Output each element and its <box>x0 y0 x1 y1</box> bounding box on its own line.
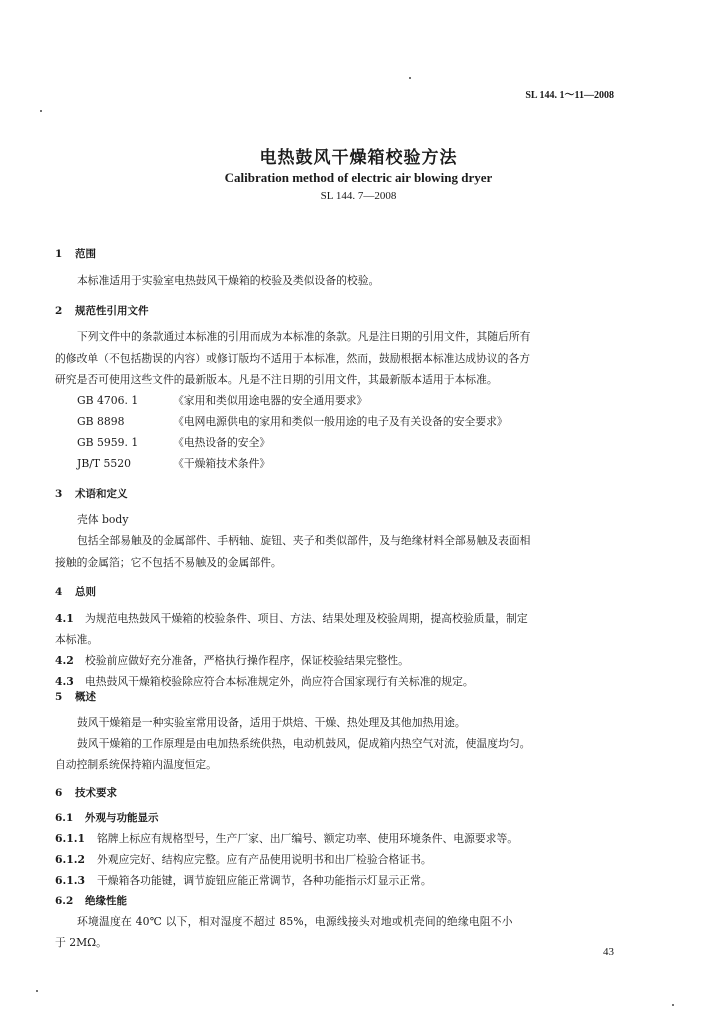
clause-6-1-2 <box>55 852 432 867</box>
clause-text: 干燥箱各功能键，调节旋钮应能正常调节，各种功能指示灯显示正常。 <box>97 874 432 887</box>
clause-text: 外观应完好、结构应完整。应有产品使用说明书和出厂检验合格证书。 <box>97 853 432 866</box>
clause-text: 铭牌上标应有规格型号，生产厂家、出厂编号、额定功率、使用环境条件、电源要求等。 <box>97 832 519 845</box>
section-number: 3 <box>55 488 63 500</box>
clause-number: 6.1.3 <box>55 874 86 887</box>
section-title: 规范性引用文件 <box>75 305 149 317</box>
clause-6-1-3 <box>55 873 432 888</box>
paragraph-line: 于 2MΩ。 <box>55 936 107 949</box>
clause-number: 6.1.1 <box>55 832 86 845</box>
clause-number: 6.1 <box>55 812 74 824</box>
section-4-heading <box>55 584 96 599</box>
paragraph-line: 研究是否可使用这些文件的最新版本。凡是不注日期的引用文件，其最新版本适用于本标准。 <box>55 373 498 386</box>
paragraph-line: 下列文件中的条款通过本标准的引用而成为本标准的条款。凡是注日期的引用文件，其随后所有 <box>77 330 531 343</box>
clause-text: 校验前应做好充分准备，严格执行操作程序，保证校验结果完整性。 <box>85 654 409 667</box>
clause-number: 6.1.2 <box>55 853 86 866</box>
section-title: 范围 <box>75 248 96 260</box>
section-5-heading <box>55 689 96 704</box>
reference-title: 《电网电源供电的家用和类似一般用途的电子及有关设备的安全要求》 <box>173 415 508 428</box>
section-number: 6 <box>55 787 63 799</box>
standard-code: SL 144. 7—2008 <box>320 190 397 202</box>
reference-title: 《干燥箱技术条件》 <box>173 457 271 470</box>
section-number: 4 <box>55 586 63 598</box>
section-1-heading <box>55 246 96 261</box>
clause-6-1-heading <box>55 810 159 825</box>
reference-item <box>77 414 508 429</box>
section-title: 总则 <box>75 586 96 598</box>
reference-code: GB 5959. 1 <box>77 436 139 449</box>
paragraph-line: 的修改单（不包括勘误的内容）或修订版均不适用于本标准，然而，鼓励根据本标准达成协议的各方 <box>55 352 531 365</box>
term: 壳体 body <box>77 513 129 526</box>
clause-number: 4.2 <box>55 654 74 667</box>
clause-number: 4.1 <box>55 612 74 625</box>
page-title-english: Calibration method of electric air blowing dryer <box>224 170 493 185</box>
reference-item <box>77 435 270 450</box>
paragraph-line: 鼓风干燥箱的工作原理是由电加热系统供热，电动机鼓风，促成箱内热空气对流，使温度均匀。 <box>77 737 531 750</box>
section-title: 术语和定义 <box>75 488 128 500</box>
clause-number: 4.3 <box>55 675 74 688</box>
clause-4-2 <box>55 653 409 668</box>
reference-item <box>77 393 367 408</box>
clause-text: 电热鼓风干燥箱校验除应符合本标准规定外，尚应符合国家现行有关标准的规定。 <box>85 675 474 688</box>
paragraph-line: 接触的金属箔；它不包括不易触及的金属部件。 <box>55 556 282 569</box>
section-2-heading <box>55 303 149 318</box>
reference-code: GB 4706. 1 <box>77 394 139 407</box>
reference-code: GB 8898 <box>77 415 125 428</box>
section-title: 概述 <box>75 691 96 703</box>
paragraph: 鼓风干燥箱是一种实验室常用设备，适用于烘焙、干燥、热处理及其他加热用途。 <box>77 716 466 729</box>
page-number: 43 <box>603 946 614 958</box>
clause-6-1-1 <box>55 831 518 846</box>
clause-6-2-heading <box>55 893 127 908</box>
clause-4-1 <box>55 611 528 626</box>
section-3-heading <box>55 486 128 501</box>
section-number: 2 <box>55 305 63 317</box>
clause-title: 绝缘性能 <box>85 895 127 907</box>
paragraph-line: 包括全部易触及的金属部件、手柄轴、旋钮、夹子和类似部件，及与绝缘材料全部易触及表面相 <box>77 534 531 547</box>
clause-number: 6.2 <box>55 895 74 907</box>
scan-speck <box>40 110 42 112</box>
section-number: 5 <box>55 691 63 703</box>
scan-speck <box>672 1004 674 1006</box>
reference-title: 《家用和类似用途电器的安全通用要求》 <box>173 394 368 407</box>
paragraph-line: 自动控制系统保持箱内温度恒定。 <box>55 758 217 771</box>
paragraph: 本标准适用于实验室电热鼓风干燥箱的校验及类似设备的校验。 <box>77 274 380 287</box>
scan-speck <box>36 990 38 992</box>
clause-4-3 <box>55 674 474 689</box>
paragraph-line: 本标准。 <box>55 633 99 646</box>
reference-code: JB/T 5520 <box>77 457 132 470</box>
clause-text: 为规范电热鼓风干燥箱的校验条件、项目、方法、结果处理及校验周期，提高校验质量，制定 <box>85 612 528 625</box>
section-6-heading <box>55 785 117 800</box>
clause-title: 外观与功能显示 <box>85 812 159 824</box>
section-number: 1 <box>55 248 63 260</box>
section-title: 技术要求 <box>75 787 117 799</box>
scan-speck <box>409 77 411 79</box>
page-title: 电热鼓风干燥箱校验方法 <box>259 148 458 168</box>
reference-title: 《电热设备的安全》 <box>173 436 271 449</box>
paragraph-line: 环境温度在 40℃ 以下，相对湿度不超过 85%，电源线接头对地或机壳间的绝缘电阻不小 <box>77 915 513 928</box>
header-standard-code: SL 144. 1～11—2008 <box>525 90 614 101</box>
reference-item <box>77 456 270 471</box>
